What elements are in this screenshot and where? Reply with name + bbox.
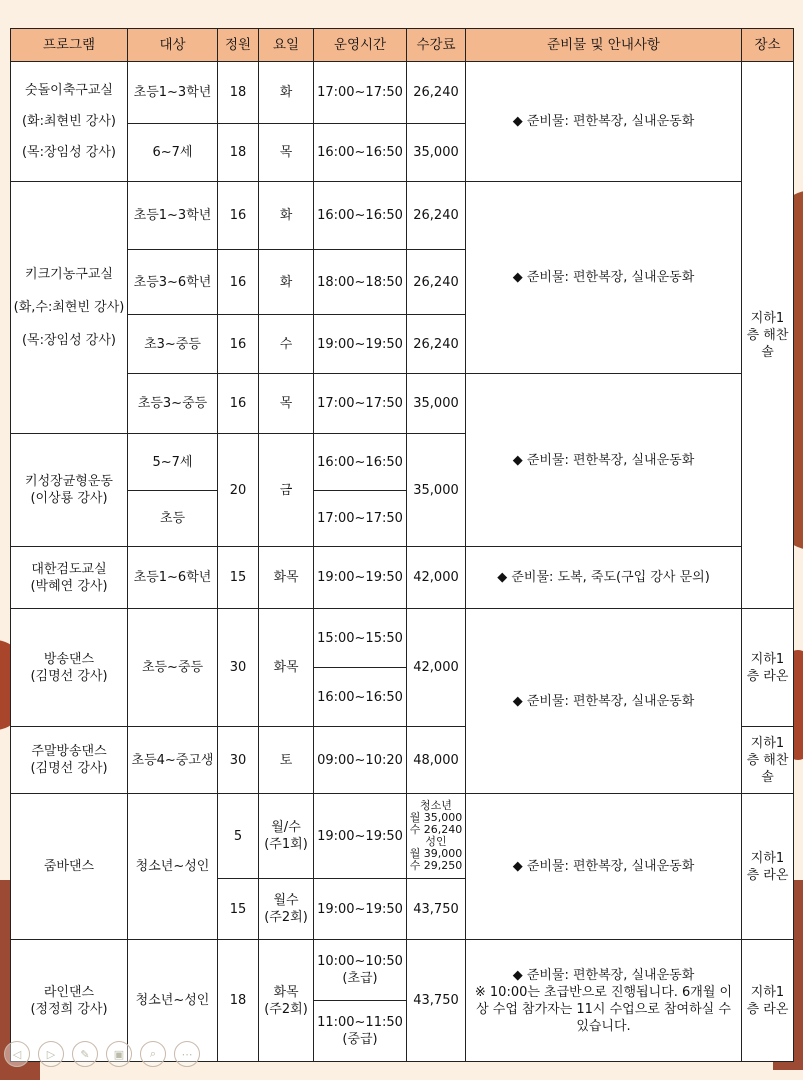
- prev-icon[interactable]: ◁: [4, 1041, 30, 1067]
- header-target: 대상: [128, 29, 218, 62]
- more-icon[interactable]: ⋯: [174, 1041, 200, 1067]
- table-row: [11, 794, 794, 879]
- target-cell: 초등1~3학년: [128, 182, 218, 250]
- header-time: 운영시간: [314, 29, 407, 62]
- capacity-cell: 16: [218, 182, 259, 250]
- target-cell: 청소년~성인: [128, 940, 218, 1062]
- capacity-cell: 16: [218, 374, 259, 434]
- program-name: 숫돌이축구교실 (화:최현빈 강사) (목:장임성 강사): [11, 62, 128, 182]
- place-cell: 지하1층 라온: [742, 794, 794, 940]
- time-cell: 18:00~18:50: [314, 250, 407, 315]
- notes-cell: ◆ 준비물: 편한복장, 실내운동화: [466, 374, 742, 547]
- capacity-cell: 15: [218, 547, 259, 609]
- table-row: [11, 182, 794, 250]
- day-cell: 수: [259, 315, 314, 374]
- target-cell: 초등1~6학년: [128, 547, 218, 609]
- table-row: [11, 609, 794, 668]
- place-cell: 지하1층 해찬솔: [742, 62, 794, 609]
- day-cell: 월/수 (주1회): [259, 794, 314, 879]
- save-icon[interactable]: ▣: [106, 1041, 132, 1067]
- notes-cell: ◆ 준비물: 편한복장, 실내운동화 ※ 10:00는 초급반으로 진행됩니다. 6개월 이상 수업 참가자는 11시 수업으로 참여하실 수 있습니다.: [466, 940, 742, 1062]
- time-cell: 16:00~16:50: [314, 124, 407, 182]
- target-cell: 5~7세: [128, 434, 218, 491]
- fee-cell: 26,240: [407, 250, 466, 315]
- notes-cell: ◆ 준비물: 도복, 죽도(구입 강사 문의): [466, 547, 742, 609]
- table-row: [11, 940, 794, 1001]
- time-cell: 09:00~10:20: [314, 727, 407, 794]
- day-cell: 목: [259, 374, 314, 434]
- target-cell: 청소년~성인: [128, 794, 218, 940]
- time-cell: 16:00~16:50: [314, 434, 407, 491]
- table-header-row: [11, 29, 794, 62]
- time-cell: 19:00~19:50: [314, 879, 407, 940]
- target-cell: 초등1~3학년: [128, 62, 218, 124]
- capacity-cell: 15: [218, 879, 259, 940]
- header-capacity: 정원: [218, 29, 259, 62]
- fee-cell: 35,000: [407, 374, 466, 434]
- fee-cell: 26,240: [407, 182, 466, 250]
- header-program: 프로그램: [11, 29, 128, 62]
- notes-cell: ◆ 준비물: 편한복장, 실내운동화: [466, 182, 742, 374]
- fee-cell: 35,000: [407, 124, 466, 182]
- table-row: [11, 374, 794, 434]
- day-cell: 화: [259, 250, 314, 315]
- target-cell: 6~7세: [128, 124, 218, 182]
- time-cell: 16:00~16:50: [314, 182, 407, 250]
- capacity-cell: 18: [218, 62, 259, 124]
- fee-cell: 42,000: [407, 609, 466, 727]
- fee-cell: 청소년 월 35,000 수 26,240 성인 월 39,000 수 29,250: [407, 794, 466, 879]
- target-cell: 초등: [128, 491, 218, 547]
- table-row: [11, 547, 794, 609]
- capacity-cell: 30: [218, 727, 259, 794]
- pen-icon[interactable]: ✎: [72, 1041, 98, 1067]
- place-cell: 지하1층 라온: [742, 940, 794, 1062]
- day-cell: 화: [259, 182, 314, 250]
- place-cell: 지하1층 해찬솔: [742, 727, 794, 794]
- program-name: 방송댄스 (김명선 강사): [11, 609, 128, 727]
- program-schedule-table: [10, 28, 794, 1062]
- target-cell: 초등3~6학년: [128, 250, 218, 315]
- time-cell: 19:00~19:50: [314, 315, 407, 374]
- place-cell: 지하1층 라온: [742, 609, 794, 727]
- day-cell: 화목: [259, 609, 314, 727]
- header-fee: 수강료: [407, 29, 466, 62]
- capacity-cell: 16: [218, 250, 259, 315]
- time-cell: 10:00~10:50 (초급): [314, 940, 407, 1001]
- capacity-cell: 18: [218, 940, 259, 1062]
- program-name: 줌바댄스: [11, 794, 128, 940]
- header-notes: 준비물 및 안내사항: [466, 29, 742, 62]
- notes-cell: ◆ 준비물: 편한복장, 실내운동화: [466, 62, 742, 182]
- header-place: 장소: [742, 29, 794, 62]
- fee-cell: 26,240: [407, 315, 466, 374]
- time-cell: 16:00~16:50: [314, 668, 407, 727]
- capacity-cell: 16: [218, 315, 259, 374]
- day-cell: 토: [259, 727, 314, 794]
- notes-cell: ◆ 준비물: 편한복장, 실내운동화: [466, 794, 742, 940]
- capacity-cell: 5: [218, 794, 259, 879]
- target-cell: 초3~중등: [128, 315, 218, 374]
- time-cell: 15:00~15:50: [314, 609, 407, 668]
- time-cell: 17:00~17:50: [314, 62, 407, 124]
- header-day: 요일: [259, 29, 314, 62]
- program-name: 주말방송댄스 (김명선 강사): [11, 727, 128, 794]
- fee-cell: 43,750: [407, 940, 466, 1062]
- time-cell: 19:00~19:50: [314, 794, 407, 879]
- day-cell: 금: [259, 434, 314, 547]
- fee-cell: 42,000: [407, 547, 466, 609]
- fee-cell: 26,240: [407, 62, 466, 124]
- next-icon[interactable]: ▷: [38, 1041, 64, 1067]
- day-cell: 화: [259, 62, 314, 124]
- capacity-cell: 30: [218, 609, 259, 727]
- target-cell: 초등~중등: [128, 609, 218, 727]
- capacity-cell: 18: [218, 124, 259, 182]
- time-cell: 19:00~19:50: [314, 547, 407, 609]
- program-name: 대한검도교실 (박혜연 강사): [11, 547, 128, 609]
- program-name: 키성장균형운동 (이상룡 강사): [11, 434, 128, 547]
- notes-cell: ◆ 준비물: 편한복장, 실내운동화: [466, 609, 742, 794]
- target-cell: 초등4~중고생: [128, 727, 218, 794]
- day-cell: 화목 (주2회): [259, 940, 314, 1062]
- program-name: 라인댄스 (정정희 강사): [11, 940, 128, 1062]
- day-cell: 목: [259, 124, 314, 182]
- table-row: [11, 62, 794, 124]
- fee-cell: 35,000: [407, 434, 466, 547]
- fee-cell: 48,000: [407, 727, 466, 794]
- fee-cell: 43,750: [407, 879, 466, 940]
- capacity-cell: 20: [218, 434, 259, 547]
- time-cell: 11:00~11:50 (중급): [314, 1001, 407, 1062]
- target-cell: 초등3~중등: [128, 374, 218, 434]
- time-cell: 17:00~17:50: [314, 491, 407, 547]
- day-cell: 화목: [259, 547, 314, 609]
- slide-nav-toolbar: [4, 1041, 200, 1067]
- day-cell: 월수 (주2회): [259, 879, 314, 940]
- time-cell: 17:00~17:50: [314, 374, 407, 434]
- zoom-icon[interactable]: ⌕: [140, 1041, 166, 1067]
- program-name: 키크기농구교실 (화,수:최현빈 강사) (목:장임성 강사): [11, 182, 128, 434]
